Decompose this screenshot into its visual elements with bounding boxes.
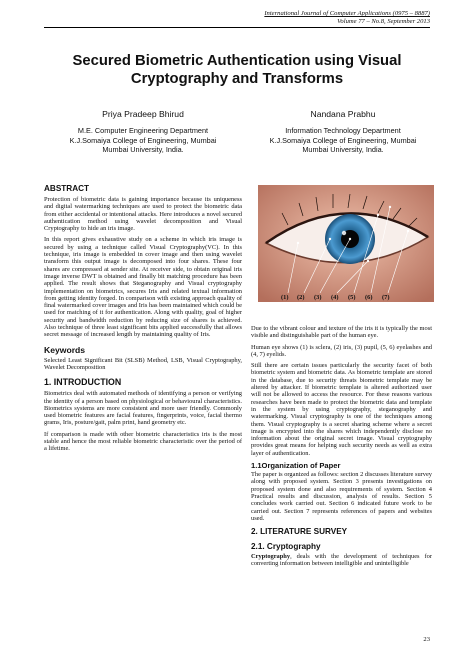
author-2 xyxy=(258,110,428,155)
intro-paragraph: Biometrics deal with automated methods of identifying a person or verifying the identity of a person based on physiological or behavioural characteristics. Biometrics systems are more consistent and more user friendly. Commonly used biometric features are facial features, fingerprints, voice, facial thermo grams, Iris, posture/gait, palm print, hand geometry etc. xyxy=(44,390,242,427)
body-paragraph: Still there are certain issues particularly the security facet of both biometric system and biometric data. As biometric template are stored in the database, due to security threats biometric template may be altered by attacker. If biometric template is altered authorized user will not be allowed to access the resource. For these reasons various researches have been made to protect the biometric data and template in the system by using cryptography, steganography and watermarking. Visual cryptography is one of the techniques among them. Visual cryptography is a secret sharing scheme where a secret image is encrypted into the shares which independently disclose no information about the original secret image. Visual cryptography provides great means for helping such security needs as well as extra layer of authentication. xyxy=(251,362,432,457)
title-line-2: Cryptography and Transforms xyxy=(130,71,344,87)
right-column xyxy=(251,325,432,572)
body-paragraph: Due to the vibrant colour and texture of the iris it is typically the most visible and distinguishable part of the human eye. xyxy=(251,325,432,340)
keywords-text: Selected Least Significant Bit (SLSB) Method, LSB, Visual Cryptography, Wavelet Decomposition xyxy=(44,356,242,371)
figure-label: (4) xyxy=(331,294,339,301)
abstract-heading: ABSTRACT xyxy=(44,184,90,193)
paper-title xyxy=(40,52,434,88)
journal-header xyxy=(264,10,430,26)
cryptography-text: , deals with the development of techniques for converting information between intelligible and unintelligible xyxy=(251,553,432,568)
author-univ: Mumbai University, India. xyxy=(102,145,184,155)
page-number: 23 xyxy=(423,636,430,643)
author-name: Nandana Prabhu xyxy=(310,109,376,119)
author-college: K.J.Somaiya College of Engineering, Mumbai xyxy=(69,135,217,145)
title-line-1: Secured Biometric Authentication using Visual xyxy=(72,53,402,69)
author-dept: M.E. Computer Engineering Department xyxy=(77,126,209,136)
journal-name: International Journal of Computer Applications (0975 – 8887) xyxy=(264,10,430,17)
figure-label: (7) xyxy=(382,294,390,301)
body-paragraph xyxy=(251,553,432,568)
figure-label: (6) xyxy=(365,294,373,301)
author-dept: Information Technology Department xyxy=(285,126,401,136)
body-paragraph: Human eye shows (1) is sclera, (2) iris, (3) pupil, (5, 6) eyelashes and (4, 7) eyelids. xyxy=(251,343,432,358)
cryptography-term: Cryptography xyxy=(251,553,291,561)
eye-highlight xyxy=(342,231,346,235)
author-1 xyxy=(48,110,238,155)
literature-survey-heading: 2. LITERATURE SURVEY xyxy=(251,527,348,537)
figure-label: (1) xyxy=(281,294,289,301)
left-column xyxy=(44,184,242,457)
header-rule xyxy=(44,27,430,28)
figure-label: (2) xyxy=(297,294,305,301)
author-name: Priya Pradeep Bhirud xyxy=(102,109,184,119)
author-college: K.J.Somaiya College of Engineering, Mumbai xyxy=(269,135,417,145)
abstract-paragraph: In this report gives exhaustive study on a scheme in which iris image is secured by using a technique called Visual Cryptography(VC). In this technique, iris image is embedded in cover image and then using wavelet transform this output image is decomposed into four shares. These four shares are compressed at sender site. At receiver side, to obtain original iris image inverse DWT is obtained and finally bit matching procedure has been applied. The result shows that Steganography and Visual cryptography implementation on biometrics, secures Iris and related textual information from getting identity forged. In comparison with existing approach quality of final watermarked cover images and Iris has been maintained which could be used for matching of it for authentication. Along with quality, goal of higher security and bandwidth reduction by reducing size of shares is achieved. Also technique of three least significant bits applied successfully that allows secret message of increased length by maintaining quality of Iris. xyxy=(44,236,242,339)
intro-heading: 1. INTRODUCTION xyxy=(44,377,122,388)
figure-label: (5) xyxy=(348,294,356,301)
figure-label: (3) xyxy=(314,294,322,301)
abstract-paragraph: Protection of biometric data is gaining importance because its uniqueness and digital watermarking techniques are used to protect the biometric data from either accidental or intentional attacks. Here introduces a novel secured authentication method using wavelet decomposition and Visual Cryptography to hide an iris image. xyxy=(44,196,242,233)
keywords-heading: Keywords xyxy=(44,344,86,355)
cryptography-heading: 2.1. Cryptography xyxy=(251,542,321,552)
body-paragraph: The paper is organized as follows: section 2 discusses literature survey along with proposed system. Section 3 presents investigations on proposed system done and also requirements of system. Section 4 Practical results and discussion, analysis of results. Section 5 concludes work carried out. Section 6 indicated future work to be carried out. Section 7 represents references of papers and websites used. xyxy=(251,471,432,522)
author-univ: Mumbai University, India. xyxy=(302,145,384,155)
organization-heading: 1.1Organization of Paper xyxy=(251,461,341,471)
eye-figure xyxy=(258,185,434,302)
intro-paragraph: If comparison is made with other biometric characteristics iris is the most stable and hence the most reliable biometric characteristic over the period of a lifetime. xyxy=(44,430,242,453)
journal-volume: Volume 77 – No.8, September 2013 xyxy=(337,18,430,25)
